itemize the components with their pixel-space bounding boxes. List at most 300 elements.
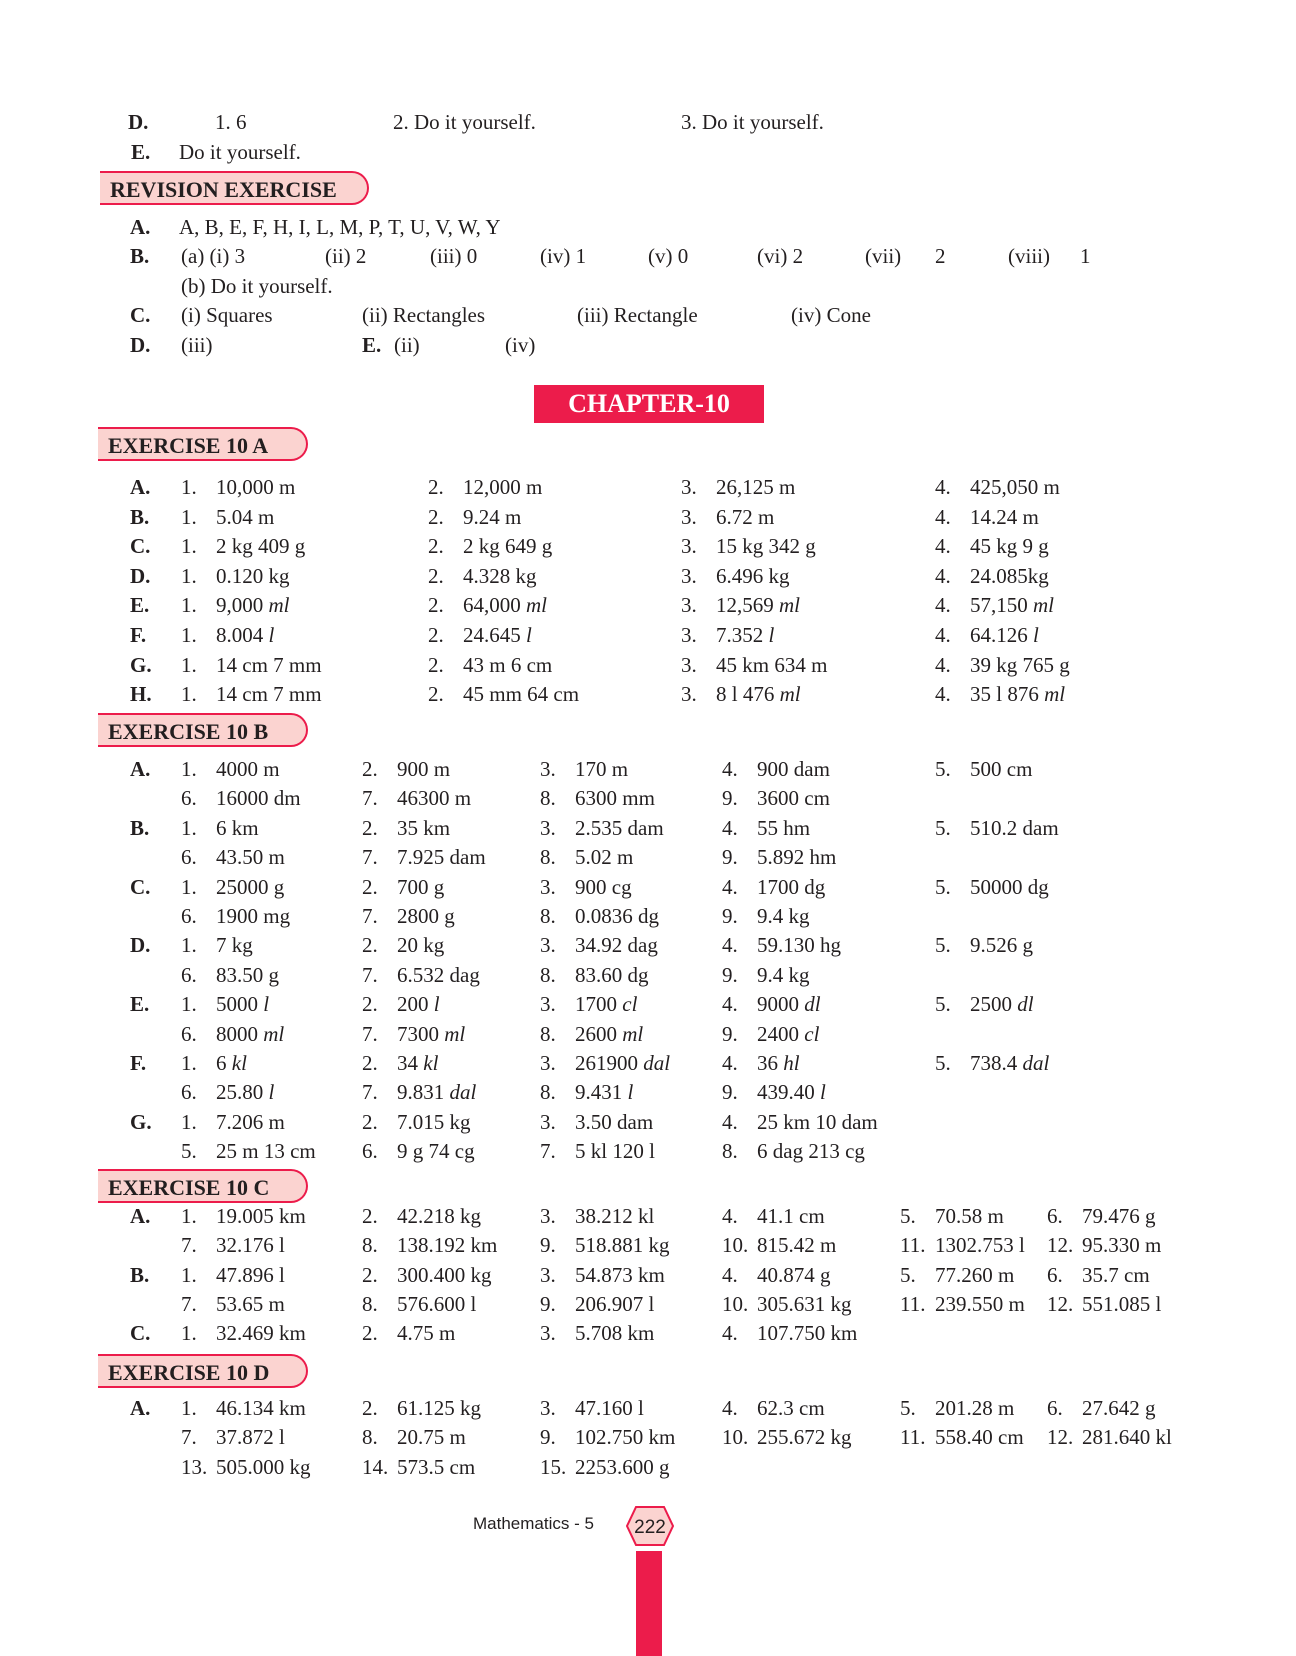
answer-value-text: 14.24 m — [970, 504, 1039, 529]
answer-value-text: 25 km 10 dam — [757, 1109, 878, 1134]
answer-value — [463, 679, 579, 709]
answer-value — [397, 1107, 471, 1137]
exercise-10d-heading: EXERCISE 10 D — [98, 1354, 308, 1388]
answer-value — [397, 1422, 466, 1452]
answer-value — [970, 1048, 1049, 1078]
answer-value-text: 9.4 kg — [757, 904, 810, 928]
answer-unit: l — [1033, 623, 1039, 647]
answer-unit: l — [433, 992, 440, 1017]
answer-label: D. — [130, 933, 151, 958]
answer-value — [935, 1289, 1025, 1319]
answer-number: 4. — [722, 933, 738, 958]
answer-value-text: 7300 — [397, 1021, 445, 1046]
answer-value — [216, 679, 322, 709]
answer-value-text: 7.015 kg — [397, 1109, 471, 1134]
answer-row — [0, 1201, 1296, 1231]
answer-value — [935, 1201, 1004, 1231]
answer-unit: dl — [1017, 992, 1034, 1017]
answer-unit: ml — [444, 1021, 466, 1046]
answer-value-text: 10,000 m — [216, 475, 296, 499]
answer-value-text: 8000 — [216, 1021, 264, 1046]
answer-value — [757, 842, 836, 872]
answer-value-text: 12,569 — [716, 593, 779, 618]
answer-number: 15. — [540, 1454, 567, 1479]
answer-value-text: 95.330 m — [1082, 1233, 1162, 1258]
answer-row — [0, 1136, 1296, 1166]
answer-value — [970, 930, 1033, 960]
answer-number: 1. — [181, 682, 197, 707]
answer-value — [757, 1422, 852, 1452]
answer-number: 9. — [722, 904, 738, 928]
answer-value-text: 70.58 m — [935, 1204, 1004, 1228]
answer-number: 6. — [181, 786, 197, 811]
answer-text: (iv) 1 — [540, 244, 587, 268]
answer-unit: l — [268, 1080, 275, 1105]
answer-text: (iv) — [505, 333, 536, 357]
answer-value-text: 6.496 kg — [716, 563, 790, 588]
answer-value-text: 34.92 dag — [575, 933, 658, 958]
answer-value-text: 9.4 kg — [757, 962, 810, 987]
answer-number: 3. — [681, 534, 697, 559]
answer-number: 1. — [181, 874, 197, 899]
answer-unit: hl — [783, 1051, 800, 1075]
answer-value-text: 54.873 km — [575, 1262, 665, 1287]
answer-value-text: 64,000 — [463, 593, 526, 618]
answer-value-text: 900 cg — [575, 874, 632, 899]
answer-number: 3. — [681, 682, 697, 707]
answer-number: 11. — [900, 1291, 926, 1316]
answer-number: 3. — [681, 593, 697, 618]
answer-label: A. — [130, 215, 151, 239]
answer-label: E. — [130, 593, 150, 618]
answer-value — [575, 1318, 654, 1348]
answer-number: 6. — [1047, 1204, 1063, 1228]
answer-number: 1. — [181, 815, 197, 840]
answer-value-text: 5.892 hm — [757, 845, 837, 870]
answer-value-text: 1700 dg — [757, 874, 826, 899]
answer-row — [0, 590, 1296, 620]
answer-value-text: 9.831 — [397, 1080, 450, 1105]
answer-value-text: 47.896 l — [216, 1262, 285, 1287]
answer-value — [575, 901, 659, 931]
answer-text: A, B, E, F, H, I, L, M, P, T, U, V, W, Y — [179, 215, 501, 239]
answer-text: 1 — [1080, 244, 1091, 268]
answer-value-text: 12,000 m — [463, 475, 543, 499]
answer-text: (ii) — [394, 333, 420, 357]
answer-value — [757, 872, 825, 902]
top-answer-D — [0, 107, 1296, 137]
answer-unit: ml — [779, 593, 800, 618]
answer-value-text: 32.469 km — [216, 1321, 306, 1346]
answer-value-text: 6.532 dag — [397, 962, 480, 987]
answer-value — [935, 1230, 1025, 1260]
answer-value-text: 510.2 dam — [970, 815, 1059, 840]
answer-value — [397, 872, 444, 902]
answer-value-text: 300.400 kg — [397, 1262, 492, 1287]
answer-number: 10. — [722, 1425, 749, 1450]
answer-label: G. — [130, 1109, 152, 1134]
answer-number: 5. — [935, 933, 951, 958]
answer-unit: l — [526, 623, 532, 647]
answer-text: (iv) Cone — [791, 303, 871, 327]
answer-number: 9. — [722, 1080, 738, 1105]
answer-label: F. — [130, 623, 147, 647]
answer-value-text: 305.631 kg — [757, 1291, 852, 1316]
answer-value-text: 738.4 — [970, 1051, 1023, 1075]
answer-text: 3. Do it yourself. — [681, 110, 824, 134]
answer-number: 8. — [540, 904, 556, 928]
answer-number: 2. — [362, 933, 378, 958]
answer-value — [216, 872, 284, 902]
answer-value-text: 2800 g — [397, 904, 455, 928]
answer-value-text: 39 kg 765 g — [970, 652, 1070, 677]
answer-row — [0, 679, 1296, 709]
answer-number: 1. — [181, 504, 197, 529]
answer-value-text: 14 cm 7 mm — [216, 682, 322, 707]
answer-value-text: 57,150 — [970, 593, 1033, 618]
answer-value-text: 505.000 kg — [216, 1454, 311, 1479]
answer-number: 4. — [722, 1204, 738, 1228]
answer-number: 1. — [181, 1051, 197, 1075]
answer-number: 2. — [428, 623, 444, 647]
answer-row — [0, 1107, 1296, 1137]
answer-number: 9. — [540, 1425, 556, 1450]
answer-value — [970, 590, 1054, 620]
answer-number: 8. — [362, 1425, 378, 1450]
answer-number: 3. — [540, 874, 556, 899]
answer-value — [757, 754, 830, 784]
answer-unit: cl — [804, 1021, 820, 1046]
answer-value — [716, 561, 790, 591]
answer-number: 2. — [362, 1204, 378, 1228]
answer-value — [216, 1452, 311, 1482]
answer-value-text: 6.72 m — [716, 504, 775, 529]
answer-text: (i) Squares — [181, 303, 273, 327]
answer-number: 4. — [935, 534, 951, 559]
answer-value — [757, 1230, 836, 1260]
answer-value-text: 255.672 kg — [757, 1425, 852, 1450]
exercise-10a-heading: EXERCISE 10 A — [98, 427, 308, 461]
answer-unit: ml — [779, 682, 801, 707]
answer-value-text: 5.04 m — [216, 504, 275, 529]
answer-number: 4. — [722, 815, 738, 840]
answer-unit: l — [768, 623, 775, 647]
answer-value — [216, 989, 269, 1019]
answer-number: 5. — [935, 815, 951, 840]
answer-number: 2. — [362, 874, 378, 899]
answer-value — [216, 783, 301, 813]
answer-value-text: 55 hm — [757, 815, 811, 840]
revision-exercise-heading: REVISION EXERCISE — [100, 171, 369, 205]
answer-number: 4. — [935, 652, 951, 677]
answer-value — [757, 1289, 852, 1319]
answer-number: 7. — [362, 786, 378, 811]
answer-value — [216, 1230, 285, 1260]
answer-value — [757, 1077, 826, 1107]
answer-number: 2. — [428, 534, 444, 559]
answer-row — [0, 1019, 1296, 1049]
answer-value — [716, 502, 774, 532]
answer-value — [970, 650, 1070, 680]
answer-value-text: 43 m 6 cm — [463, 652, 553, 677]
answer-value — [575, 1136, 655, 1166]
answer-text: (ii) 2 — [325, 244, 367, 268]
answer-number: 12. — [1047, 1291, 1074, 1316]
answer-value — [970, 813, 1059, 843]
answer-value-text: 200 — [397, 992, 434, 1017]
answer-row — [0, 502, 1296, 532]
answer-value-text: 40.874 g — [757, 1262, 831, 1287]
answer-number: 8. — [540, 1021, 556, 1046]
answer-value — [216, 1318, 306, 1348]
answer-number: 1. — [181, 757, 197, 781]
answer-number: 5. — [935, 1051, 951, 1075]
answer-row — [0, 960, 1296, 990]
answer-value-text: 0.0836 dg — [575, 904, 659, 928]
answer-value — [397, 1077, 476, 1107]
answer-number: 5. — [935, 992, 951, 1017]
answer-text: (iii) Rectangle — [577, 303, 698, 327]
answer-row — [0, 531, 1296, 561]
answer-number: 7. — [181, 1291, 197, 1316]
answer-value — [216, 1019, 284, 1049]
answer-number: 2. — [362, 1396, 378, 1420]
answer-value — [216, 531, 305, 561]
answer-value-text: 20.75 m — [397, 1425, 466, 1450]
answer-value-text: 7.352 — [716, 623, 769, 647]
answer-value — [1082, 1422, 1172, 1452]
answer-number: 7. — [181, 1233, 197, 1258]
answer-number: 5. — [935, 874, 951, 899]
answer-value-text: 45 kg 9 g — [970, 534, 1049, 559]
answer-unit: ml — [268, 593, 290, 618]
answer-value — [216, 590, 290, 620]
answer-value — [935, 1422, 1024, 1452]
answer-value — [216, 502, 274, 532]
answer-value-text: 83.60 dg — [575, 962, 649, 987]
answer-value-text: 27.642 g — [1082, 1396, 1156, 1420]
answer-number: 5. — [900, 1204, 916, 1228]
answer-number: 9. — [722, 962, 738, 987]
answer-value-text: 14 cm 7 mm — [216, 652, 322, 677]
answer-row — [0, 842, 1296, 872]
answer-label: E. — [362, 333, 382, 357]
answer-row — [0, 754, 1296, 784]
answer-number: 2. — [428, 504, 444, 529]
answer-number: 8. — [722, 1139, 738, 1164]
answer-label: B. — [130, 815, 150, 840]
answer-unit: dal — [1022, 1051, 1050, 1075]
answer-value-text: 6 km — [216, 815, 259, 840]
answer-value-text: 1900 mg — [216, 904, 291, 928]
answer-value — [216, 1077, 274, 1107]
answer-value — [397, 1452, 475, 1482]
answer-value-text: 2400 — [757, 1021, 805, 1046]
answer-value — [397, 901, 455, 931]
answer-value — [757, 1393, 825, 1423]
answer-value — [757, 1019, 819, 1049]
answer-value — [397, 1201, 481, 1231]
answer-value-text: 2 kg 409 g — [216, 534, 306, 559]
answer-value-text: 8 l 476 — [716, 682, 780, 707]
answer-unit: ml — [263, 1021, 285, 1046]
answer-value — [216, 1393, 306, 1423]
answer-unit: l — [627, 1080, 634, 1105]
answer-value — [575, 960, 649, 990]
answer-label: B. — [130, 1262, 150, 1287]
answer-value-text: 170 m — [575, 757, 629, 781]
answer-number: 2. — [428, 652, 444, 677]
answer-value — [757, 1107, 878, 1137]
answer-label: H. — [130, 682, 152, 707]
answer-unit: l — [820, 1080, 826, 1105]
answer-value — [1082, 1393, 1156, 1423]
answer-value — [397, 1230, 497, 1260]
answer-value-text: 518.881 kg — [575, 1233, 670, 1258]
answer-label: C. — [130, 534, 151, 559]
answer-number: 7. — [540, 1139, 556, 1164]
answer-value — [575, 1452, 670, 1482]
answer-value-text: 1700 — [575, 992, 623, 1017]
answer-value-text: 46.134 km — [216, 1396, 306, 1420]
answer-value — [575, 842, 633, 872]
answer-number: 1. — [181, 1204, 197, 1228]
answer-number: 6. — [181, 962, 197, 987]
answer-text: (iii) 0 — [430, 244, 478, 268]
answer-value-text: 35 l 876 — [970, 682, 1045, 707]
answer-value-text: 16000 dm — [216, 786, 301, 811]
answer-value — [757, 901, 810, 931]
answer-value — [397, 813, 450, 843]
answer-value — [575, 813, 664, 843]
answer-value — [757, 930, 841, 960]
answer-number: 4. — [722, 757, 738, 781]
answer-value — [397, 1289, 476, 1319]
answer-value-text: 4.75 m — [397, 1321, 456, 1346]
page-number: 222 — [634, 1517, 666, 1538]
answer-number: 5. — [935, 757, 951, 781]
answer-value-text: 138.192 km — [397, 1233, 498, 1258]
answer-value-text: 35 km — [397, 815, 451, 840]
answer-label: C. — [130, 874, 151, 899]
answer-number: 2. — [428, 682, 444, 707]
answer-number: 6. — [1047, 1262, 1063, 1287]
answer-number: 4. — [722, 1321, 738, 1346]
answer-value-text: 9.431 — [575, 1080, 628, 1105]
answer-number: 6. — [181, 904, 197, 928]
answer-number: 11. — [900, 1233, 926, 1258]
answer-value-text: 47.160 l — [575, 1396, 644, 1420]
answer-label: A. — [130, 757, 151, 781]
answer-number: 1. — [181, 475, 197, 499]
answer-number: 2. — [362, 757, 378, 781]
answer-value — [463, 650, 552, 680]
answer-value-text: 53.65 m — [216, 1291, 285, 1316]
answer-number: 1. — [181, 1396, 197, 1420]
answer-value-text: 7.925 dam — [397, 845, 486, 870]
answer-value-text: 573.5 cm — [397, 1454, 476, 1479]
answer-number: 2. — [362, 992, 378, 1017]
answer-row — [0, 901, 1296, 931]
answer-value-text: 5.708 km — [575, 1321, 655, 1346]
answer-value — [575, 1107, 653, 1137]
answer-value — [463, 620, 532, 650]
answer-number: 1. — [181, 1321, 197, 1346]
revision-answer-D-E — [0, 330, 1296, 360]
answer-number: 6. — [181, 1021, 197, 1046]
answer-value-text: 25000 g — [216, 874, 285, 899]
answer-value — [1082, 1260, 1150, 1290]
answer-unit: cl — [622, 992, 638, 1017]
answer-value — [397, 1136, 475, 1166]
exercise-10b-heading: EXERCISE 10 B — [98, 713, 308, 747]
answer-label: B. — [130, 244, 150, 268]
answer-number: 8. — [540, 1080, 556, 1105]
answer-value — [575, 1260, 665, 1290]
answer-value — [757, 783, 830, 813]
answer-text: 2. Do it yourself. — [393, 110, 536, 134]
answer-label: D. — [130, 333, 151, 357]
answer-value-text: 1302.753 l — [935, 1233, 1025, 1258]
answer-value — [216, 1136, 316, 1166]
answer-text: (ii) Rectangles — [362, 303, 486, 327]
answer-value-text: 107.750 km — [757, 1321, 858, 1346]
answer-row — [0, 650, 1296, 680]
answer-value — [463, 590, 547, 620]
answer-value — [216, 842, 285, 872]
answer-value — [716, 531, 816, 561]
answer-unit: ml — [1044, 682, 1066, 707]
answer-value — [216, 1048, 247, 1078]
answer-value — [757, 1260, 831, 1290]
answer-number: 12. — [1047, 1233, 1074, 1258]
answer-label: A. — [130, 1396, 151, 1420]
answer-text: 1. 6 — [215, 110, 247, 134]
answer-number: 10. — [722, 1233, 749, 1258]
answer-number: 8. — [540, 962, 556, 987]
answer-value — [757, 989, 821, 1019]
answer-row — [0, 1318, 1296, 1348]
answer-number: 13. — [181, 1454, 208, 1479]
answer-number: 1. — [181, 1262, 197, 1287]
answer-value — [397, 754, 450, 784]
answer-label: E. — [131, 140, 151, 164]
answer-value — [216, 1201, 306, 1231]
answer-number: 1. — [181, 534, 197, 559]
answer-number: 1. — [181, 593, 197, 618]
answer-value-text: 261900 — [575, 1051, 644, 1075]
answer-value — [575, 989, 637, 1019]
answer-value — [757, 813, 810, 843]
answer-unit: l — [263, 992, 270, 1017]
answer-unit: kl — [423, 1051, 439, 1075]
answer-number: 2. — [428, 475, 444, 499]
answer-row — [0, 813, 1296, 843]
answer-number: 4. — [935, 504, 951, 529]
answer-value-text: 15 kg 342 g — [716, 534, 816, 559]
exercise-10c-heading: EXERCISE 10 C — [98, 1169, 308, 1203]
answer-number: 3. — [540, 992, 556, 1017]
answer-value — [397, 989, 440, 1019]
answer-number: 3. — [681, 652, 697, 677]
answer-value-text: 0.120 kg — [216, 563, 290, 588]
answer-label: A. — [130, 1204, 151, 1228]
answer-number: 4. — [722, 1109, 738, 1134]
answer-number: 7. — [362, 904, 378, 928]
answer-value-text: 3.50 dam — [575, 1109, 654, 1134]
answer-value — [397, 783, 471, 813]
answer-number: 8. — [540, 786, 556, 811]
